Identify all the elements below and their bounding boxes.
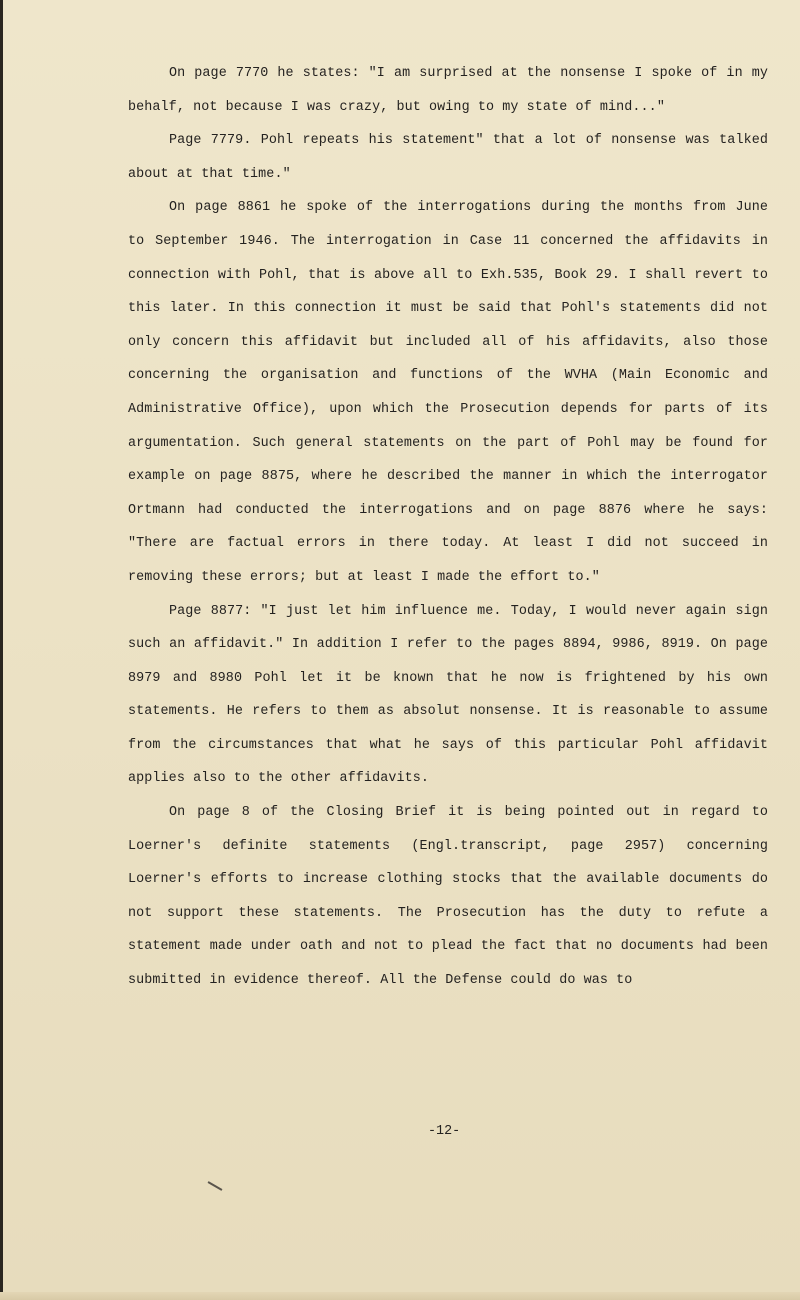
stray-pen-mark: [208, 1181, 223, 1191]
paragraph-4: Page 8877: "I just let him influence me. Today, I would never again sign such an affidavit." In addition I refer to the pages 8894, 9986, 8919. On page 8979 and 8980 Pohl let it be known that he now is frightened by his own statements. He refers to them as absolut nonsense. It is reasonable to assume from the circumstances that what he says of this particular Pohl affidavit applies also to the other affidavits.: [128, 603, 768, 787]
scan-left-edge: [0, 0, 3, 1300]
paragraph-5: On page 8 of the Closing Brief it is being pointed out in regard to Loerner's definite statements (Engl.transcript, page 2957) concerning Loerner's efforts to increase clothing stocks that the available documents do not support these statements. The Prosecution has the duty to refute a statement made under oath and not to plead the fact that no documents had been submitted in evidence thereof. All the Defense could do was to: [128, 805, 768, 989]
body-text: [128, 57, 768, 998]
page-number: -12-: [428, 1124, 461, 1139]
paragraph-3: On page 8861 he spoke of the interrogations during the months from June to September 1946. The interrogation in Case 11 concerned the affidavits in connection with Pohl, that is above all to Exh.535, Book 29. I shall revert to this later. In this connection it must be said that Pohl's statements did not only concern this affidavit but included all of his affidavits, also those concerning the organisation and functions of the WVHA (Main Economic and Administrative Office), upon which the Prosecution depends for parts of its argumentation. Such general statements on the part of Pohl may be found for example on page 8875, where he described the manner in which the interrogator Ortmann had conducted the interrogations and on page 8876 where he says: "There are factual errors in there today. At least I did not succeed in removing these errors; but at least I made the effort to.": [128, 200, 768, 585]
paragraph-1: On page 7770 he states: "I am surprised at the nonsense I spoke of in my behalf, not because I was crazy, but owing to my state of mind...": [128, 66, 768, 115]
paragraph-2: Page 7779. Pohl repeats his statement" that a lot of nonsense was talked about at that time.": [128, 133, 768, 182]
scan-bottom-edge: [0, 1292, 800, 1300]
